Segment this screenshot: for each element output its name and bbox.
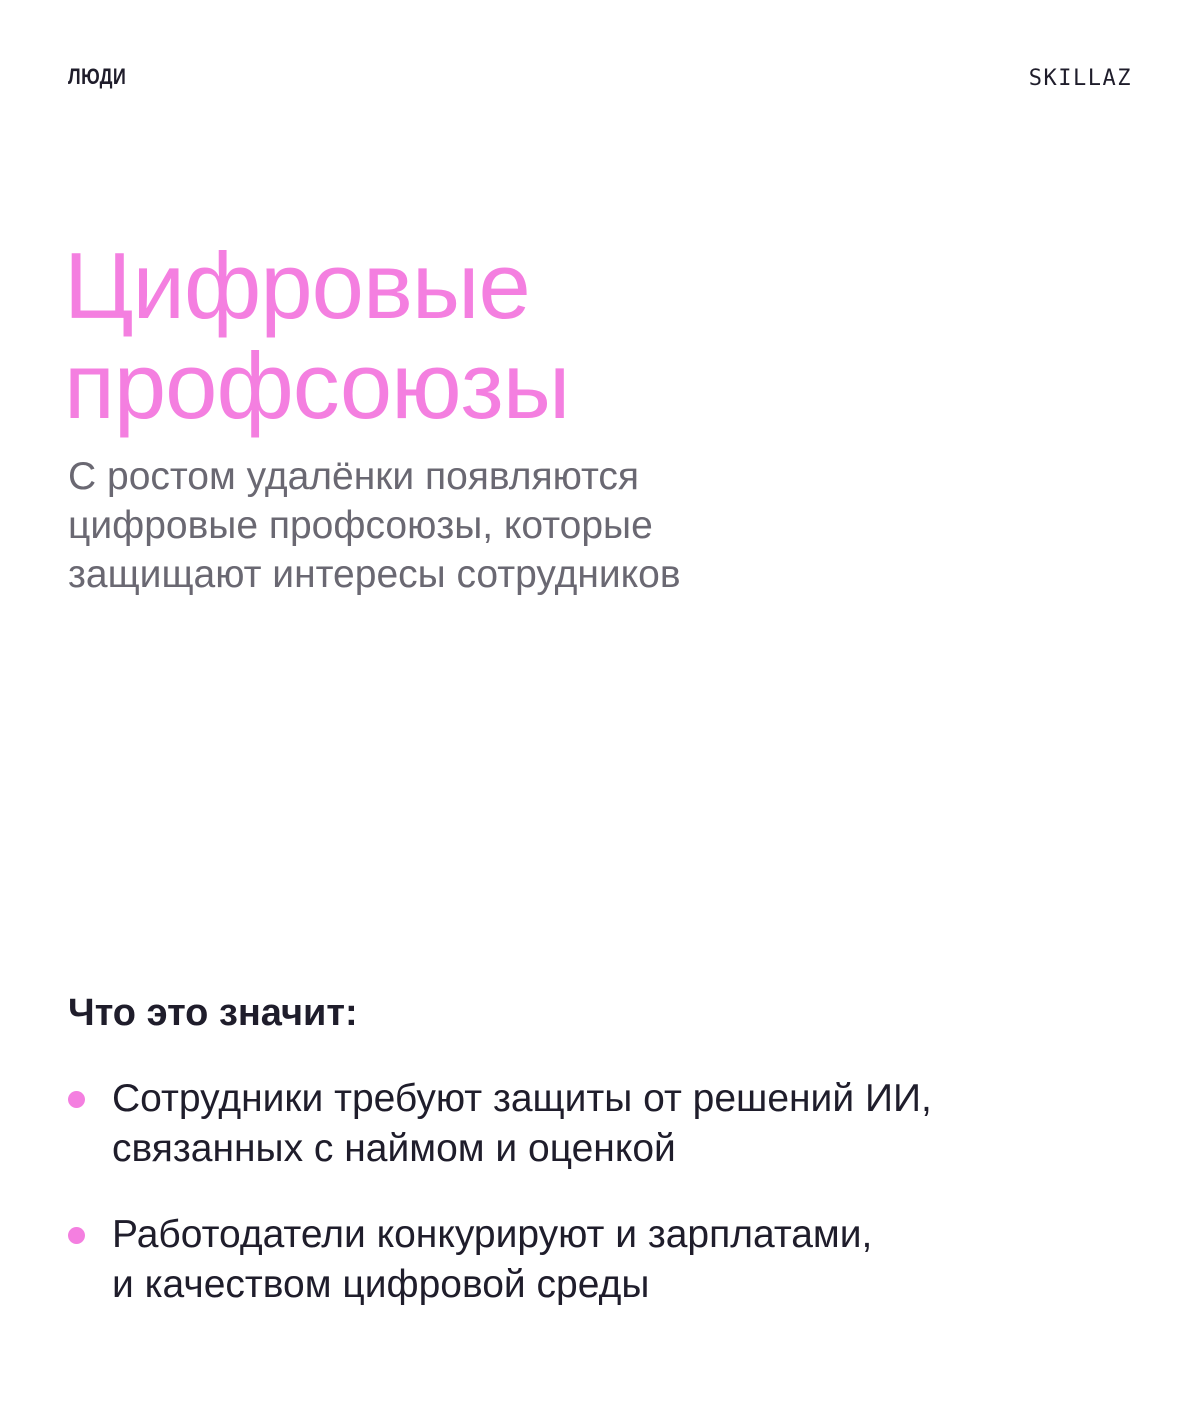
subtitle-line: С ростом удалёнки появляются [68, 455, 640, 498]
list-item-line: связанных с наймом и оценкой [112, 1127, 676, 1170]
list-item [68, 1074, 1108, 1174]
brand-logo-text: SKILLAZ [1028, 66, 1132, 91]
page-title-line: профсоюзы [64, 333, 570, 438]
list-item-line: и качеством цифровой среды [112, 1263, 650, 1306]
list-item-line: Работодатели конкурируют и зарплатами, [112, 1213, 873, 1256]
bullet-dot-icon [68, 1227, 85, 1244]
list-item [68, 1210, 1108, 1310]
list-item-line: Сотрудники требуют защиты от решений ИИ, [112, 1077, 932, 1120]
bullet-dot-icon [68, 1091, 85, 1108]
page-title-line: Цифровые [64, 233, 530, 338]
page-subtitle [68, 452, 828, 599]
meaning-list [68, 1074, 1108, 1346]
meaning-heading: Что это значит: [68, 992, 358, 1034]
section-label: ЛЮДИ [68, 64, 127, 89]
subtitle-line: защищают интересы сотрудников [68, 553, 681, 596]
subtitle-line: цифровые профсоюзы, которые [68, 504, 653, 547]
page-title [64, 233, 964, 438]
